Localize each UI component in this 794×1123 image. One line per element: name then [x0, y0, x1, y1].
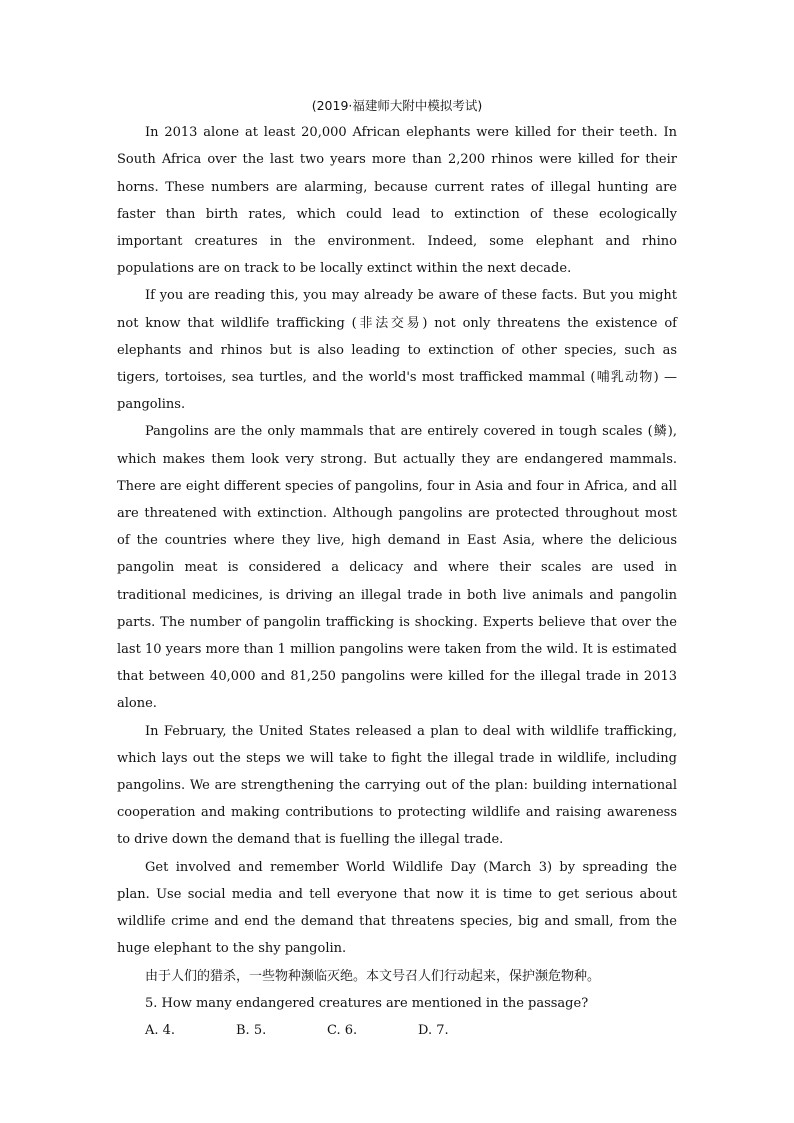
paragraph-4: In February, the United States released a plan to deal with wildlife trafficking, which lays out the steps we will take to fight the illegal trade in wildlife, including pangolins. We are strengthening the carrying out of the plan: building international cooperation and making contributions to protecting wildlife and raising awareness to drive down the demand that is fuelling the illegal trade.: [117, 723, 677, 848]
document-page: [117, 92, 677, 1044]
paragraph-2: If you are reading this, you may already be aware of these facts. But you might not know that wildlife trafficking (非法交易) not only threatens the existence of elephants and rhinos but is also leading to extinction of other species, such as tigers, tortoises, sea turtles, and the world's most trafficked mammal (哺乳动物) — pangolins.: [117, 288, 677, 413]
answer-options: [117, 1017, 677, 1044]
paragraph-3: Pangolins are the only mammals that are entirely covered in tough scales (鳞), which makes them look very strong. But actually they are endangered mammals. There are eight different species of pangolins, four in Asia and four in Africa, and all are threatened with extinction. Although pangolins are protected throughout most of the countries where they live, high demand in East Asia, where the delicious pangolin meat is considered a delicacy and where their scales are used in traditional medicines, is driving an illegal trade in both live animals and pangolin parts. The number of pangolin trafficking is shocking. Experts believe that over the last 10 years more than 1 million pangolins were taken from the wild. It is estimated that between 40,000 and 81,250 pangolins were killed for the illegal trade in 2013 alone.: [117, 424, 677, 712]
paragraph-5: Get involved and remember World Wildlife Day (March 3) by spreading the plan. Use social media and tell everyone that now it is time to get serious about wildlife crime and end the demand that threatens species, big and small, from the huge elephant to the shy pangolin.: [117, 859, 677, 957]
chinese-summary: 由于人们的猎杀，一些物种濒临灭绝。本文号召人们行动起来，保护濒危物种。: [145, 968, 601, 984]
option-b[interactable]: B. 5.: [236, 1022, 267, 1038]
source-heading: (2019·福建师大附中模拟考试): [311, 98, 483, 113]
question-text: 5. How many endangered creatures are mentioned in the passage?: [145, 995, 589, 1011]
paragraph-1: In 2013 alone at least 20,000 African elephants were killed for their teeth. In South Africa over the last two years more than 2,200 rhinos were killed for their horns. These numbers are alarming, because current rates of illegal hunting are faster than birth rates, which could lead to extinction of these ecologically important creatures in the environment. Indeed, some elephant and rhino populations are on track to be locally extinct within the next decade.: [117, 125, 677, 277]
option-d[interactable]: D. 7.: [418, 1022, 449, 1038]
option-a[interactable]: A. 4.: [145, 1022, 176, 1038]
option-c[interactable]: C. 6.: [327, 1022, 358, 1038]
